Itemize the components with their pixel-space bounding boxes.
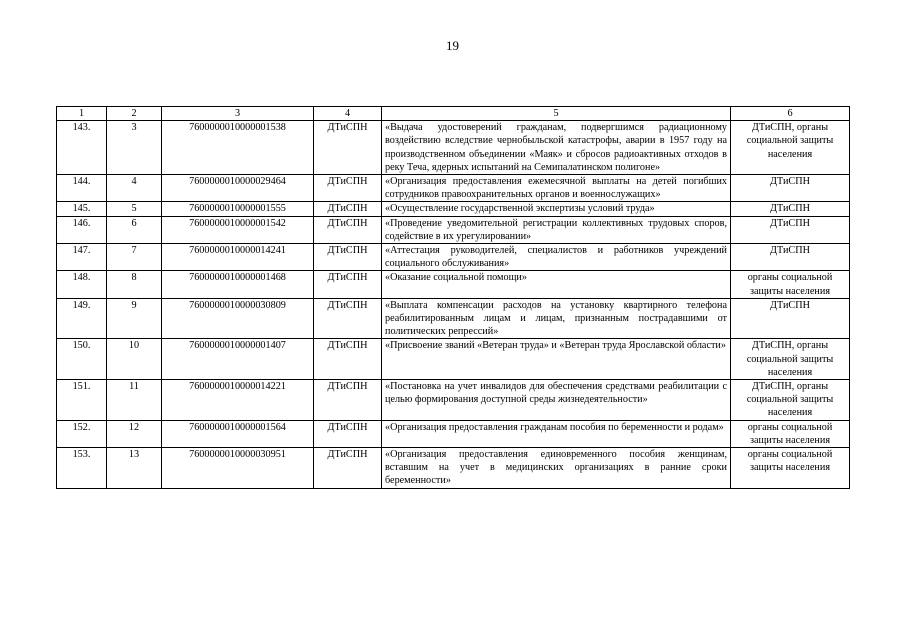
table-row	[57, 448, 850, 489]
row-number-cell: 147.	[57, 244, 107, 271]
row-number-cell: 152.	[57, 420, 107, 447]
department-cell: ДТиСПН	[314, 271, 382, 298]
service-name-cell: «Проведение уведомительной регистрации коллективных трудовых споров, содействие в их урегулировании»	[382, 216, 731, 243]
service-name-cell: «Присвоение званий «Ветеран труда» и «Ветеран труда Ярославской области»	[382, 339, 731, 380]
responsible-cell: ДТиСПН	[731, 216, 850, 243]
sub-number-cell: 5	[107, 202, 162, 216]
row-number-cell: 148.	[57, 271, 107, 298]
column-header: 6	[731, 107, 850, 121]
service-code-cell: 7600000010000014221	[162, 380, 314, 421]
row-number-cell: 150.	[57, 339, 107, 380]
sub-number-cell: 7	[107, 244, 162, 271]
table-row	[57, 339, 850, 380]
department-cell: ДТиСПН	[314, 202, 382, 216]
sub-number-cell: 3	[107, 121, 162, 175]
sub-number-cell: 9	[107, 298, 162, 339]
sub-number-cell: 11	[107, 380, 162, 421]
service-name-cell: «Оказание социальной помощи»	[382, 271, 731, 298]
table-row	[57, 216, 850, 243]
table-row	[57, 175, 850, 202]
service-code-cell: 7600000010000001555	[162, 202, 314, 216]
service-name-cell: «Выплата компенсации расходов на установку квартирного телефона реабилитированным лицам и лицам, признанным пострадавшими от политических репрессий»	[382, 298, 731, 339]
column-header: 3	[162, 107, 314, 121]
department-cell: ДТиСПН	[314, 121, 382, 175]
service-name-cell: «Осуществление государственной экспертизы условий труда»	[382, 202, 731, 216]
responsible-cell: ДТиСПН	[731, 298, 850, 339]
table-row	[57, 202, 850, 216]
department-cell: ДТиСПН	[314, 175, 382, 202]
services-table	[56, 106, 850, 489]
responsible-cell: органы социальной защиты населения	[731, 271, 850, 298]
sub-number-cell: 6	[107, 216, 162, 243]
service-code-cell: 7600000010000030809	[162, 298, 314, 339]
responsible-cell: ДТиСПН	[731, 202, 850, 216]
department-cell: ДТиСПН	[314, 298, 382, 339]
table-row	[57, 244, 850, 271]
service-code-cell: 7600000010000001542	[162, 216, 314, 243]
service-code-cell: 7600000010000001468	[162, 271, 314, 298]
service-code-cell: 7600000010000029464	[162, 175, 314, 202]
table-row	[57, 420, 850, 447]
responsible-cell: ДТиСПН	[731, 244, 850, 271]
responsible-cell: ДТиСПН, органы социальной защиты населения	[731, 121, 850, 175]
department-cell: ДТиСПН	[314, 339, 382, 380]
department-cell: ДТиСПН	[314, 380, 382, 421]
department-cell: ДТиСПН	[314, 216, 382, 243]
department-cell: ДТиСПН	[314, 244, 382, 271]
responsible-cell: органы социальной защиты населения	[731, 448, 850, 489]
service-code-cell: 7600000010000001407	[162, 339, 314, 380]
table-row	[57, 380, 850, 421]
sub-number-cell: 12	[107, 420, 162, 447]
responsible-cell: органы социальной защиты населения	[731, 420, 850, 447]
service-code-cell: 7600000010000001538	[162, 121, 314, 175]
service-name-cell: «Аттестация руководителей, специалистов и работников учреждений социального обслуживания»	[382, 244, 731, 271]
service-name-cell: «Организация предоставления гражданам пособия по беременности и родам»	[382, 420, 731, 447]
sub-number-cell: 4	[107, 175, 162, 202]
table-row	[57, 298, 850, 339]
service-name-cell: «Организация предоставления единовременного пособия женщинам, вставшим на учет в медицинских организациях в ранние сроки беременности»	[382, 448, 731, 489]
responsible-cell: ДТиСПН, органы социальной защиты населения	[731, 380, 850, 421]
service-code-cell: 7600000010000001564	[162, 420, 314, 447]
table-row	[57, 121, 850, 175]
sub-number-cell: 10	[107, 339, 162, 380]
table-header-row	[57, 107, 850, 121]
department-cell: ДТиСПН	[314, 420, 382, 447]
column-header: 2	[107, 107, 162, 121]
sub-number-cell: 13	[107, 448, 162, 489]
service-name-cell: «Выдача удостоверений гражданам, подвергшимся радиационному воздействию вследствие чернобыльской катастрофы, аварии в 1957 году на производственном объединении «Маяк» и сбросов радиоактивных отходов в реку Теча, ядерных испытаний на Семипалатинском полигоне»	[382, 121, 731, 175]
service-name-cell: «Организация предоставления ежемесячной выплаты на детей погибших сотрудников правоохранительных органов и военнослужащих»	[382, 175, 731, 202]
department-cell: ДТиСПН	[314, 448, 382, 489]
row-number-cell: 145.	[57, 202, 107, 216]
table-row	[57, 271, 850, 298]
responsible-cell: ДТиСПН	[731, 175, 850, 202]
service-code-cell: 7600000010000030951	[162, 448, 314, 489]
responsible-cell: ДТиСПН, органы социальной защиты населения	[731, 339, 850, 380]
column-header: 4	[314, 107, 382, 121]
row-number-cell: 153.	[57, 448, 107, 489]
row-number-cell: 144.	[57, 175, 107, 202]
service-code-cell: 7600000010000014241	[162, 244, 314, 271]
row-number-cell: 149.	[57, 298, 107, 339]
page-number: 19	[446, 38, 459, 53]
row-number-cell: 146.	[57, 216, 107, 243]
row-number-cell: 151.	[57, 380, 107, 421]
column-header: 5	[382, 107, 731, 121]
service-name-cell: «Постановка на учет инвалидов для обеспечения средствами реабилитации с целью формирования доступной среды жизнедеятельности»	[382, 380, 731, 421]
column-header: 1	[57, 107, 107, 121]
sub-number-cell: 8	[107, 271, 162, 298]
row-number-cell: 143.	[57, 121, 107, 175]
